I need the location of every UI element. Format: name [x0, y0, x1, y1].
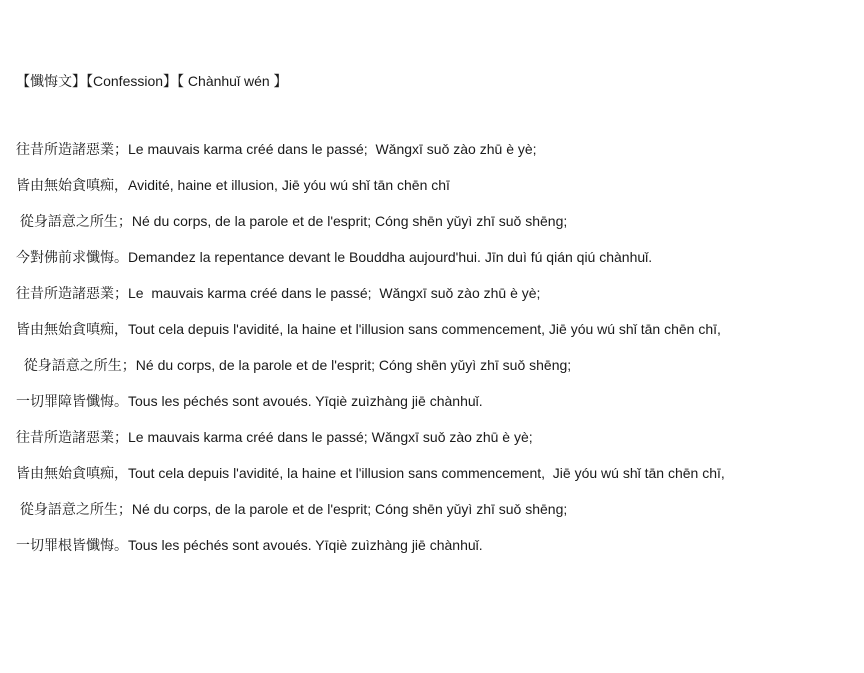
text-line-9: 往昔所造諸惡業；Le mauvais karma créé dans le passé; Wǎngxī suǒ zào zhū è yè;: [16, 429, 533, 445]
text-line-8: 一切罪障皆懺悔。Tous les péchés sont avoués. Yīqiè zuìzhàng jiē chànhuǐ.: [16, 393, 483, 409]
text-line-12: 一切罪根皆懺悔。Tous les péchés sont avoués. Yīqiè zuìzhàng jiē chànhuǐ.: [16, 537, 483, 553]
text-line-6: 皆由無始貪嗔痴，Tout cela depuis l'avidité, la haine et l'illusion sans commencement, Jiē yóu wú shǐ tān chēn chī,: [16, 321, 721, 337]
text-line-2: 皆由無始貪嗔痴，Avidité, haine et illusion, Jiē yóu wú shǐ tān chēn chī: [16, 177, 450, 193]
text-line-1: 往昔所造諸惡業；Le mauvais karma créé dans le passé; Wǎngxī suǒ zào zhū è yè;: [16, 141, 537, 157]
text-line-7: 從身語意之所生；Né du corps, de la parole et de l'esprit; Cóng shēn yǔyì zhī suǒ shēng;: [16, 357, 572, 373]
text-line-5: 往昔所造諸惡業；Le mauvais karma créé dans le passé; Wǎngxī suǒ zào zhū è yè;: [16, 285, 541, 301]
text-line-3: 從身語意之所生；Né du corps, de la parole et de l'esprit; Cóng shēn yǔyì zhī suǒ shēng;: [16, 213, 568, 229]
text-line-10: 皆由無始貪嗔痴，Tout cela depuis l'avidité, la haine et l'illusion sans commencement, Jiē yóu wú shǐ tān chēn chī,: [16, 465, 725, 481]
text-line-4: 今對佛前求懺悔。Demandez la repentance devant le Bouddha aujourd'hui. Jīn duì fú qián qiú chànhuǐ.: [16, 249, 653, 265]
text-line-11: 從身語意之所生；Né du corps, de la parole et de l'esprit; Cóng shēn yǔyì zhī suǒ shēng;: [16, 501, 568, 517]
text-lines: [16, 139, 856, 571]
document-title: 【懺悔文】【Confession】【 Chànhuǐ wén 】: [16, 73, 288, 89]
